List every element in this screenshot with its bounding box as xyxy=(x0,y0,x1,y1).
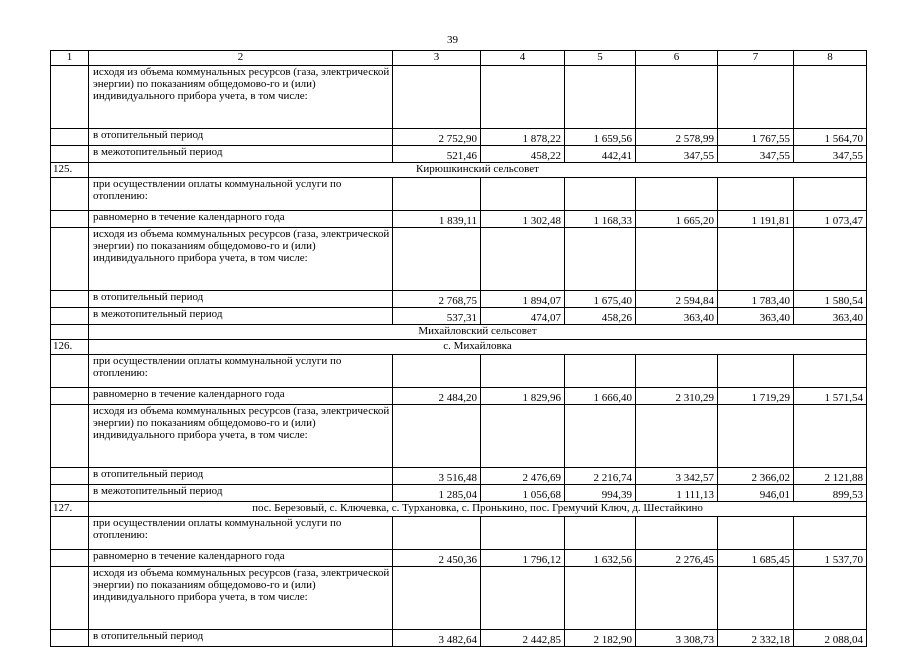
table-row xyxy=(51,550,867,567)
value-cell: 2 332,18 xyxy=(718,630,794,647)
table-row xyxy=(51,567,867,630)
value-cell: 1 719,29 xyxy=(718,388,794,405)
row-index xyxy=(51,291,89,308)
value-cell xyxy=(565,405,636,468)
value-cell: 347,55 xyxy=(718,146,794,163)
section-row xyxy=(51,340,867,355)
value-cell xyxy=(794,66,867,129)
value-cell: 363,40 xyxy=(636,308,718,325)
value-cell: 3 516,48 xyxy=(393,468,481,485)
section-title: пос. Березовый, с. Ключевка, с. Турхановка, с. Пронькино, пос. Гремучий Ключ, д. Шестайкино xyxy=(89,502,867,517)
row-index xyxy=(51,550,89,567)
value-cell xyxy=(565,178,636,211)
value-cell: 363,40 xyxy=(718,308,794,325)
value-cell xyxy=(565,228,636,291)
value-cell: 458,26 xyxy=(565,308,636,325)
value-cell: 1 796,12 xyxy=(481,550,565,567)
row-description: исходя из объема коммунальных ресурсов (газа, электрической энергии) по показаниям общедомово-го и (или) индивидуального прибора учета, в том числе: xyxy=(89,66,393,129)
table-row xyxy=(51,129,867,146)
row-description: в межотопительный период xyxy=(89,308,393,325)
value-cell: 474,07 xyxy=(481,308,565,325)
value-cell xyxy=(481,228,565,291)
value-cell: 1 666,40 xyxy=(565,388,636,405)
value-cell: 2 366,02 xyxy=(718,468,794,485)
value-cell: 521,46 xyxy=(393,146,481,163)
value-cell xyxy=(565,567,636,630)
value-cell xyxy=(636,228,718,291)
value-cell: 1 632,56 xyxy=(565,550,636,567)
value-cell xyxy=(636,517,718,550)
value-cell: 2 216,74 xyxy=(565,468,636,485)
value-cell xyxy=(481,66,565,129)
value-cell: 1 878,22 xyxy=(481,129,565,146)
table-row xyxy=(51,485,867,502)
section-row xyxy=(51,163,867,178)
row-description: при осуществлении оплаты коммунальной услуги по отоплению: xyxy=(89,517,393,550)
value-cell: 3 482,64 xyxy=(393,630,481,647)
value-cell: 2 768,75 xyxy=(393,291,481,308)
value-cell xyxy=(481,405,565,468)
value-cell: 2 088,04 xyxy=(794,630,867,647)
value-cell: 1 191,81 xyxy=(718,211,794,228)
value-cell xyxy=(393,178,481,211)
table-row xyxy=(51,405,867,468)
value-cell: 899,53 xyxy=(794,485,867,502)
value-cell xyxy=(718,178,794,211)
value-cell: 2 276,45 xyxy=(636,550,718,567)
value-cell: 1 665,20 xyxy=(636,211,718,228)
tariff-table xyxy=(50,50,867,647)
row-description: при осуществлении оплаты коммунальной услуги по отоплению: xyxy=(89,355,393,388)
value-cell xyxy=(636,405,718,468)
row-description: равномерно в течение календарного года xyxy=(89,211,393,228)
column-header: 5 xyxy=(565,51,636,66)
row-description: в межотопительный период xyxy=(89,485,393,502)
value-cell xyxy=(565,517,636,550)
row-description: в отопительный период xyxy=(89,468,393,485)
column-header: 8 xyxy=(794,51,867,66)
value-cell: 347,55 xyxy=(636,146,718,163)
column-header: 4 xyxy=(481,51,565,66)
value-cell xyxy=(794,567,867,630)
value-cell: 363,40 xyxy=(794,308,867,325)
row-index: 126. xyxy=(51,340,89,355)
row-description: при осуществлении оплаты коммунальной услуги по отоплению: xyxy=(89,178,393,211)
table-row xyxy=(51,146,867,163)
value-cell: 1 056,68 xyxy=(481,485,565,502)
value-cell: 458,22 xyxy=(481,146,565,163)
column-header: 7 xyxy=(718,51,794,66)
value-cell: 2 476,69 xyxy=(481,468,565,485)
value-cell: 2 484,20 xyxy=(393,388,481,405)
table-row xyxy=(51,468,867,485)
value-cell xyxy=(565,355,636,388)
column-header: 6 xyxy=(636,51,718,66)
value-cell xyxy=(718,355,794,388)
page-number: 39 xyxy=(447,34,458,46)
value-cell: 1 894,07 xyxy=(481,291,565,308)
value-cell: 1 285,04 xyxy=(393,485,481,502)
row-index xyxy=(51,66,89,129)
value-cell: 2 578,99 xyxy=(636,129,718,146)
value-cell xyxy=(393,517,481,550)
value-cell xyxy=(718,405,794,468)
value-cell xyxy=(636,355,718,388)
value-cell: 994,39 xyxy=(565,485,636,502)
table-row xyxy=(51,178,867,211)
value-cell xyxy=(718,66,794,129)
value-cell xyxy=(636,66,718,129)
table-body xyxy=(51,51,867,647)
value-cell: 2 310,29 xyxy=(636,388,718,405)
value-cell: 1 783,40 xyxy=(718,291,794,308)
value-cell xyxy=(794,228,867,291)
table-row xyxy=(51,630,867,647)
value-cell xyxy=(565,66,636,129)
value-cell xyxy=(636,567,718,630)
row-index xyxy=(51,388,89,405)
value-cell: 2 182,90 xyxy=(565,630,636,647)
value-cell: 1 829,96 xyxy=(481,388,565,405)
table-row xyxy=(51,355,867,388)
row-description: в межотопительный период xyxy=(89,146,393,163)
row-description: исходя из объема коммунальных ресурсов (газа, электрической энергии) по показаниям общедомово-го и (или) индивидуального прибора учета, в том числе: xyxy=(89,405,393,468)
table-row xyxy=(51,291,867,308)
table-row xyxy=(51,228,867,291)
value-cell xyxy=(481,355,565,388)
value-cell xyxy=(481,517,565,550)
row-index xyxy=(51,308,89,325)
value-cell: 2 450,36 xyxy=(393,550,481,567)
value-cell xyxy=(481,567,565,630)
row-index xyxy=(51,630,89,647)
value-cell: 1 111,13 xyxy=(636,485,718,502)
row-index: 127. xyxy=(51,502,89,517)
table-row xyxy=(51,211,867,228)
value-cell xyxy=(393,567,481,630)
row-index xyxy=(51,567,89,630)
table-row xyxy=(51,388,867,405)
value-cell: 2 594,84 xyxy=(636,291,718,308)
value-cell xyxy=(393,66,481,129)
value-cell xyxy=(794,405,867,468)
table-row xyxy=(51,308,867,325)
section-title: с. Михайловка xyxy=(89,340,867,355)
row-index xyxy=(51,405,89,468)
value-cell xyxy=(794,355,867,388)
value-cell xyxy=(393,405,481,468)
row-description: равномерно в течение календарного года xyxy=(89,388,393,405)
value-cell xyxy=(393,228,481,291)
table-row xyxy=(51,517,867,550)
value-cell: 1 685,45 xyxy=(718,550,794,567)
row-index xyxy=(51,325,89,340)
value-cell: 1 659,56 xyxy=(565,129,636,146)
value-cell: 2 752,90 xyxy=(393,129,481,146)
value-cell xyxy=(794,517,867,550)
row-index: 125. xyxy=(51,163,89,178)
value-cell: 2 121,88 xyxy=(794,468,867,485)
value-cell: 442,41 xyxy=(565,146,636,163)
table-header-row xyxy=(51,51,867,66)
value-cell: 537,31 xyxy=(393,308,481,325)
row-description: исходя из объема коммунальных ресурсов (газа, электрической энергии) по показаниям общедомово-го и (или) индивидуального прибора учета, в том числе: xyxy=(89,228,393,291)
row-description: в отопительный период xyxy=(89,129,393,146)
row-index xyxy=(51,517,89,550)
column-header: 1 xyxy=(51,51,89,66)
table-row xyxy=(51,66,867,129)
row-index xyxy=(51,355,89,388)
section-title: Кирюшкинский сельсовет xyxy=(89,163,867,178)
value-cell xyxy=(393,355,481,388)
value-cell: 3 308,73 xyxy=(636,630,718,647)
row-index xyxy=(51,468,89,485)
row-index xyxy=(51,129,89,146)
section-title: Михайловский сельсовет xyxy=(89,325,867,340)
column-header: 2 xyxy=(89,51,393,66)
row-description: исходя из объема коммунальных ресурсов (газа, электрической энергии) по показаниям общедомово-го и (или) индивидуального прибора учета, в том числе: xyxy=(89,567,393,630)
value-cell: 1 537,70 xyxy=(794,550,867,567)
column-header: 3 xyxy=(393,51,481,66)
section-row xyxy=(51,325,867,340)
row-index xyxy=(51,485,89,502)
row-index xyxy=(51,211,89,228)
section-row xyxy=(51,502,867,517)
value-cell xyxy=(718,228,794,291)
value-cell xyxy=(794,178,867,211)
value-cell: 1 073,47 xyxy=(794,211,867,228)
value-cell: 3 342,57 xyxy=(636,468,718,485)
row-index xyxy=(51,228,89,291)
row-description: в отопительный период xyxy=(89,630,393,647)
row-index xyxy=(51,178,89,211)
value-cell: 1 168,33 xyxy=(565,211,636,228)
value-cell: 946,01 xyxy=(718,485,794,502)
row-description: равномерно в течение календарного года xyxy=(89,550,393,567)
value-cell: 1 675,40 xyxy=(565,291,636,308)
value-cell xyxy=(718,567,794,630)
value-cell: 1 571,54 xyxy=(794,388,867,405)
value-cell xyxy=(636,178,718,211)
value-cell: 1 767,55 xyxy=(718,129,794,146)
row-description: в отопительный период xyxy=(89,291,393,308)
value-cell xyxy=(718,517,794,550)
value-cell: 1 564,70 xyxy=(794,129,867,146)
value-cell: 1 839,11 xyxy=(393,211,481,228)
value-cell: 1 580,54 xyxy=(794,291,867,308)
value-cell: 347,55 xyxy=(794,146,867,163)
value-cell xyxy=(481,178,565,211)
value-cell: 2 442,85 xyxy=(481,630,565,647)
value-cell: 1 302,48 xyxy=(481,211,565,228)
row-index xyxy=(51,146,89,163)
